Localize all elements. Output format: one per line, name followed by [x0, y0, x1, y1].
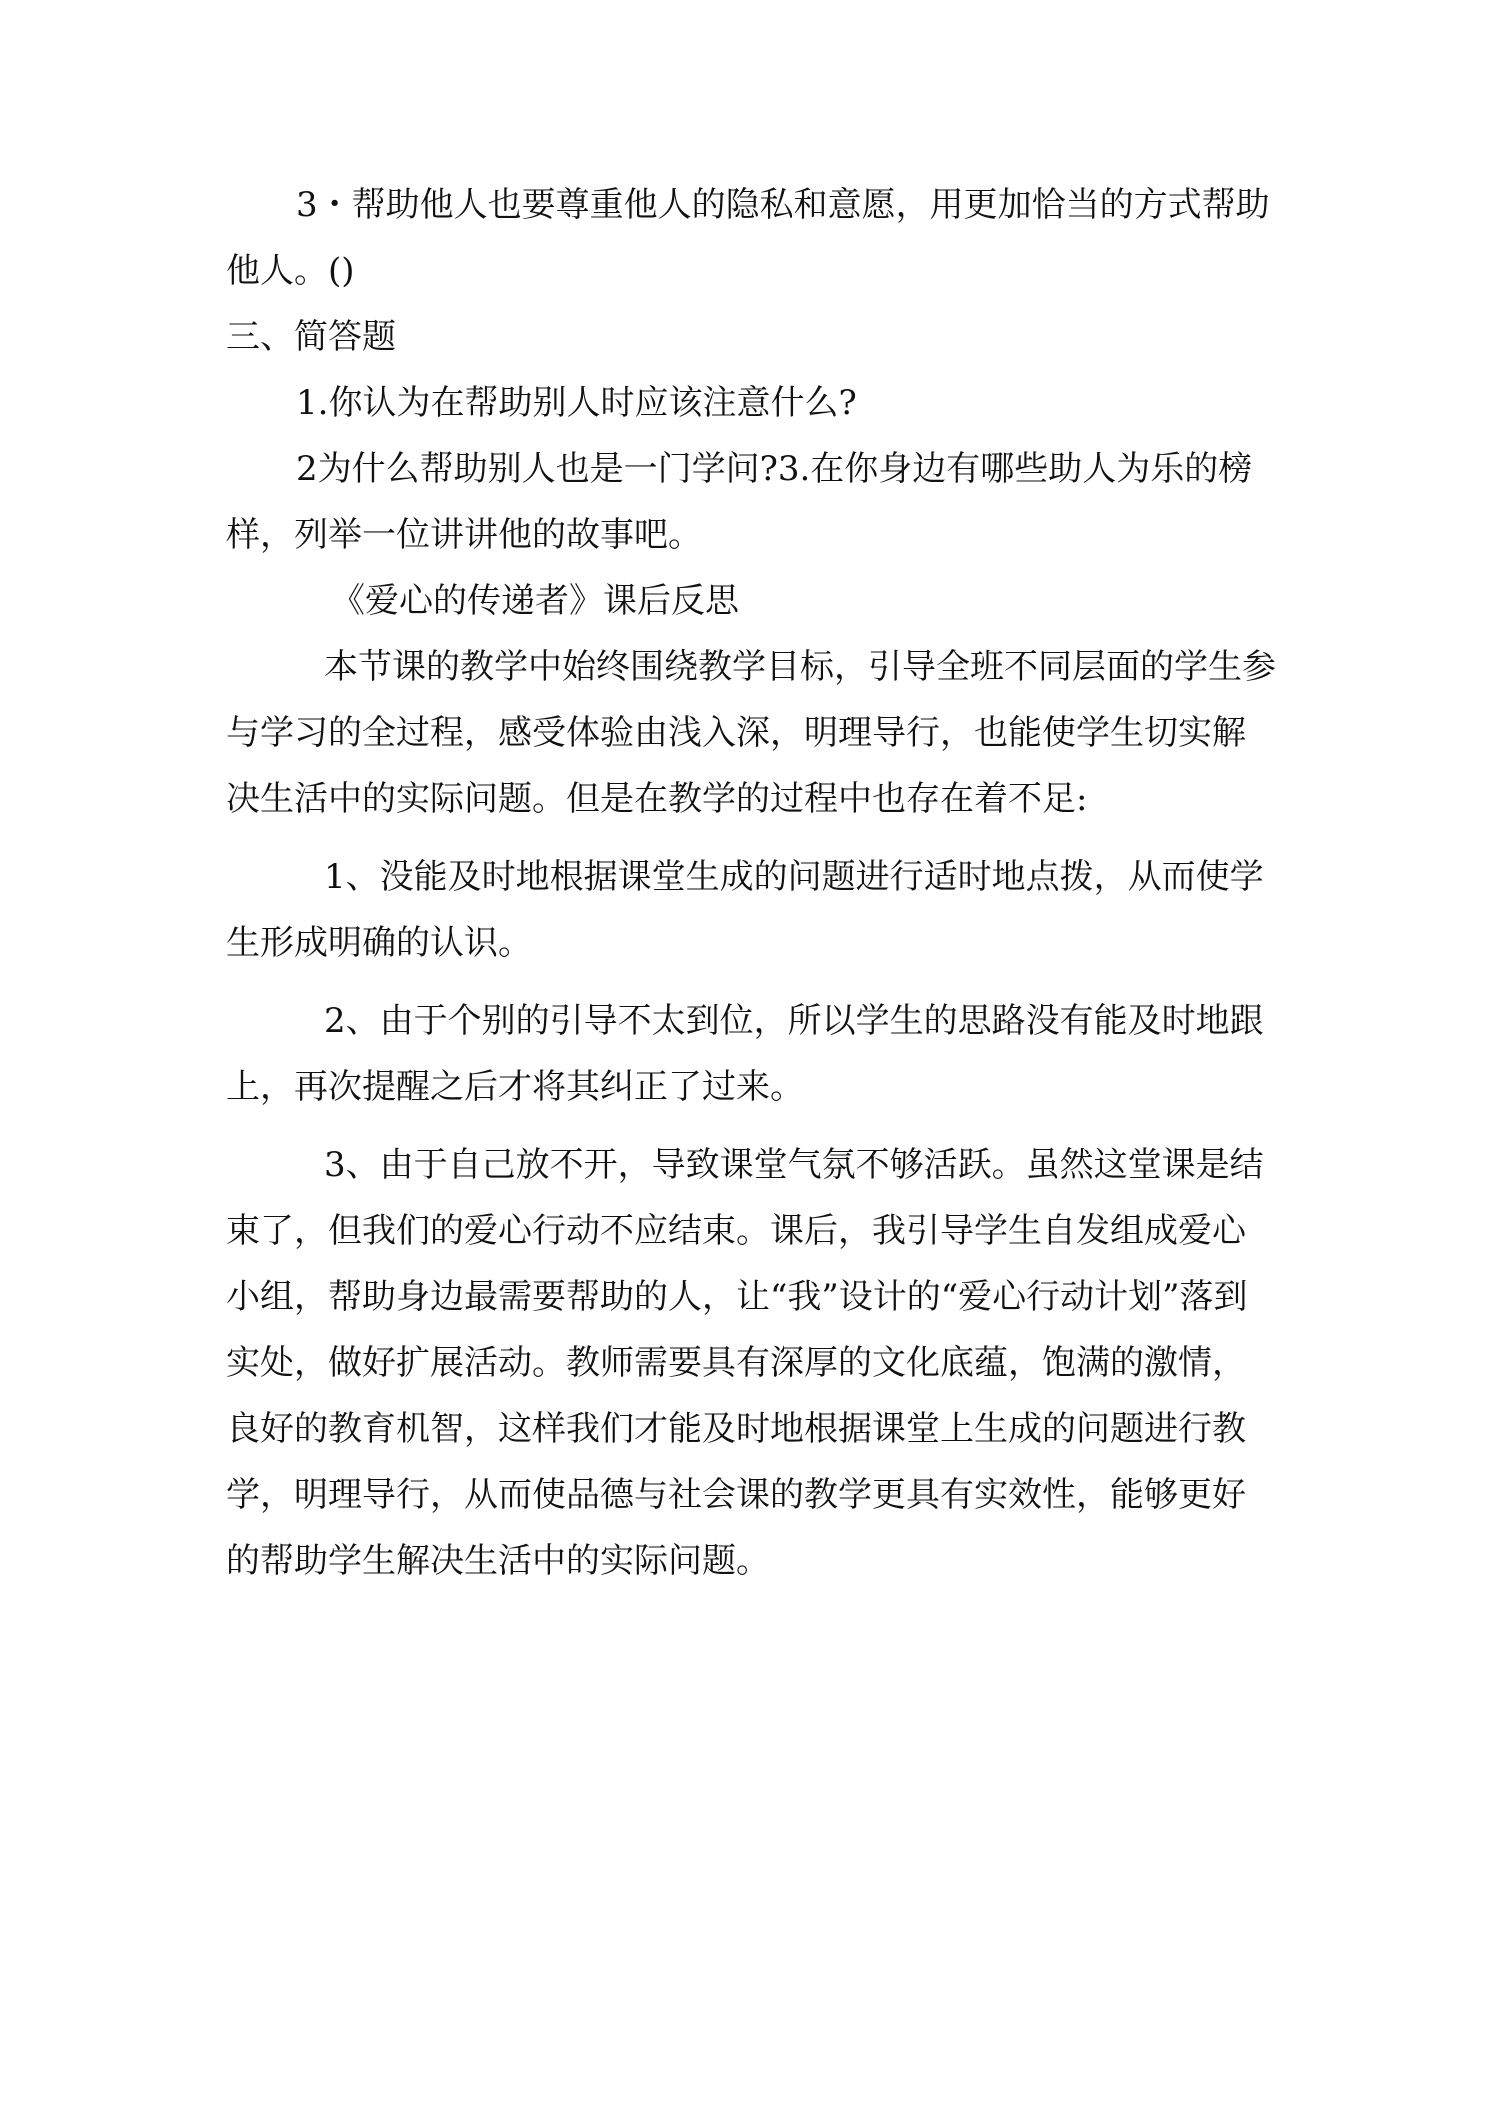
- reflection-title: 《爱心的传递者》课后反思: [331, 581, 739, 621]
- question-2-3: 2为什么帮助别人也是一门学问?3.在你身边有哪些助人为乐的榜样，列举一位讲讲他的故事吧。: [226, 449, 1253, 555]
- shortcoming-1-paragraph: 1、没能及时地根据课堂生成的问题进行适时地点拨，从而使学生形成明确的认识。: [226, 857, 1264, 963]
- paragraph-true-false-item-3: 3・帮助他人也要尊重他人的隐私和意愿，用更加恰当的方式帮助他人。(): [226, 185, 1270, 291]
- shortcoming-3-paragraph: 3、由于自己放不开，导致课堂气氛不够活跃。虽然这堂课是结束了，但我们的爱心行动不应结束。课后，我引导学生自发组成爱心小组，帮助身边最需要帮助的人，让“我”设计的“爱心行动计划”落到实处，做好扩展活动。教师需要具有深厚的文化底蕴，饱满的激情，良好的教育机智，这样我们才能及时地根据课堂上生成的问题进行教学，明理导行，从而使品德与社会课的教学更具有实效性，能够更好的帮助学生解决生活中的实际问题。: [226, 1145, 1264, 1581]
- document-body: [226, 172, 1276, 1594]
- question-1: 1.你认为在帮助别人时应该注意什么?: [296, 383, 857, 423]
- reflection-intro-paragraph: 本节课的教学中始终围绕教学目标，引导全班不同层面的学生参与学习的全过程，感受体验由浅入深，明理导行，也能使学生切实解决生活中的实际问题。但是在教学的过程中也存在着不足:: [226, 647, 1276, 819]
- shortcoming-2-paragraph: 2、由于个别的引导不太到位，所以学生的思路没有能及时地跟上，再次提醒之后才将其纠正了过来。: [226, 1001, 1264, 1107]
- section-heading-short-answer: 三、简答题: [226, 317, 396, 357]
